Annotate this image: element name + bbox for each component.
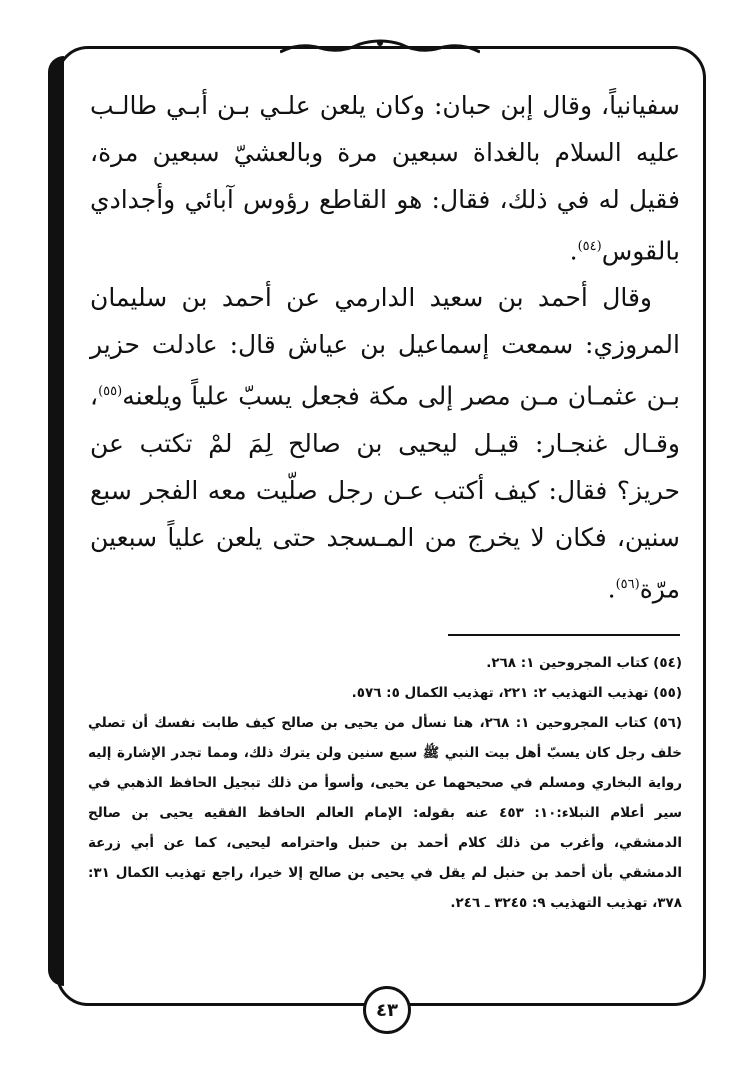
main-text (90, 82, 680, 612)
paragraph-2-end: ، وقـال غنجـار: قيـل ليحيى بن صالح لِمَ لمْ تكتب عن حريز؟ فقال: كيف أكتب عـن رجل صلّيت معه الفجر سبع سنين، فكان لا يخرج من المـسجد حتى يلعن علياً سبعين مرّة (90, 381, 680, 603)
footnote-54: (٥٤) كتاب المجروحين ١: ٢٦٨. (486, 655, 682, 671)
footnote-56: (٥٦) كتاب المجروحين ١: ٢٦٨، هنا نسأل من يحيى بن صالح كيف طابت نفسك أن تصلي خلف رجل كان يسبّ أهل بيت النبي ﷺ سبع سنين ولن يترك ذلك، ومما تجدر الإشارة إليه رواية البخاري ومسلم في صحيحهما عن يحيى، وأسوأ من ذلك تبجيل الحافظ الذهبي في سير أعلام النبلاء:١٠: ٤٥٣ عنه بقوله: الإمام العالم الحافظ الفقيه يحيى بن صالح الدمشقي، وأغرب من ذلك كلام أحمد بن حنبل واحترامه ليحيى، كما عن أبي زرعة الدمشقي بأن أحمد بن حنبل لم يقل في يحيى بن صالح إلا خيرا، راجع تهذيب الكمال ٣١: ٣٧٨، تهذيب التهذيب ٩: ٣٢٤٥ ـ ٢٤٦. (88, 715, 682, 911)
paragraph-2-final: . (607, 573, 616, 603)
footnote-divider (448, 634, 680, 636)
paragraph-1-end: . (569, 236, 578, 266)
page-number: ٤٣ (363, 986, 411, 1034)
paragraph-1 (90, 82, 680, 274)
footnote-ref-55[interactable]: (٥٥) (98, 384, 123, 400)
footnote-ref-56[interactable]: (٥٦) (615, 576, 640, 592)
paragraph-2-text: وقال أحمد بن سعيد الدارمي عن أحمد بن سليمان المروزي: سمعت إسماعيل بن عياش قال: عادلت حزير بـن عثمـان مـن مصر إلى مكة فجعل يسبّ علياً ويلعنه (90, 283, 680, 411)
footnote-55: (٥٥) تهذيب التهذيب ٢: ٢٢١، تهذيب الكمال ٥: ٥٧٦. (351, 685, 682, 701)
paragraph-2 (90, 274, 680, 612)
footnote-ref-54[interactable]: (٥٤) (577, 239, 602, 254)
frame-ornament (280, 38, 480, 54)
paragraph-1-text: سفيانياً، وقال إبن حبان: وكان يلعن علـي بـن أبـي طالـب عليه السلام بالغداة سبعين مرة وبالعشيّ سبعين مرة، فقيل له في ذلك، فقال: هو القاطع رؤوس آبائي وأجدادي بالقوس (90, 91, 680, 266)
footnotes (88, 648, 682, 918)
